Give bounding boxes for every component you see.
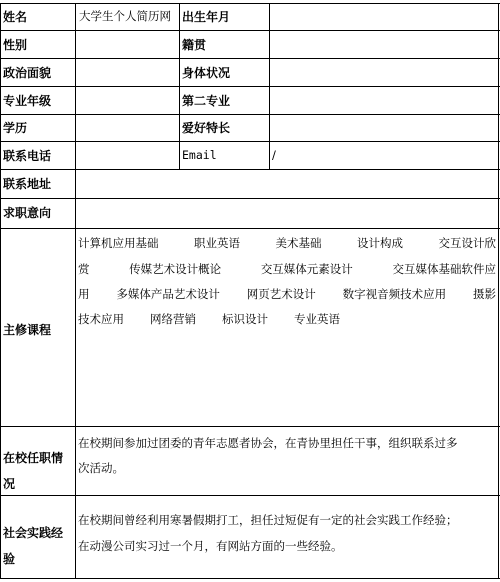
course-item: 职业英语 (194, 236, 240, 250)
course-item: 数字视音频技术应用 (342, 287, 447, 301)
positions-label-line2: 况 (3, 477, 16, 491)
course-item: 专业英语 (294, 312, 340, 326)
course-item: 设计构成 (357, 236, 403, 250)
course-item: 网页艺术设计 (246, 287, 316, 301)
name-value: 大学生个人简历网 (79, 9, 171, 23)
job-objective-label: 求职意向 (3, 206, 52, 220)
positions-label-line1: 在校任职情 (3, 451, 64, 465)
positions-text-line1: 在校期间参加过团委的青年志愿者协会，在青协里担任干事，组织联系过多 (78, 436, 458, 450)
course-item: 技术应用 (78, 312, 124, 326)
birth-label: 出生年月 (182, 10, 231, 24)
course-item: 网络营销 (150, 312, 196, 326)
positions-text-line2: 次活动。 (78, 461, 124, 475)
native-place-label: 籍贯 (182, 38, 207, 52)
col-divider (0, 3, 1, 579)
email-separator: / (272, 148, 276, 162)
course-item: 交互媒体元素设计 (260, 262, 353, 276)
address-label: 联系地址 (3, 177, 52, 191)
course-item: 传媒艺术设计概论 (129, 262, 222, 276)
course-item: 多媒体产品艺术设计 (116, 287, 220, 301)
course-item: 摄影 (473, 287, 496, 301)
course-item: 赏 (78, 262, 90, 276)
practice-text-line1: 在校期间曾经利用寒暑假期打工，担任过短促有一定的社会实践工作经验； (78, 513, 458, 527)
email-label: Email (182, 148, 217, 162)
practice-label-line2: 验 (3, 552, 16, 566)
courses-label: 主修课程 (3, 323, 52, 337)
course-line (78, 233, 496, 253)
col-divider (179, 3, 180, 169)
course-item: 交互媒体基础软件应 (392, 262, 496, 276)
gender-label: 性别 (3, 38, 28, 52)
course-item: 美术基础 (275, 236, 322, 250)
health-label: 身体状况 (182, 66, 231, 80)
course-line (78, 284, 496, 304)
major-grade-label: 专业年级 (3, 94, 52, 108)
col-divider (498, 3, 499, 579)
course-item: 交互设计欣 (438, 236, 496, 250)
practice-label-line1: 社会实践经 (3, 526, 64, 540)
course-item: 标识设计 (222, 312, 268, 326)
col-divider (75, 3, 76, 579)
col-divider (269, 3, 270, 169)
hobby-label: 爱好特长 (182, 121, 231, 135)
political-status-label: 政治面貌 (3, 66, 52, 80)
name-label: 姓名 (3, 10, 28, 24)
practice-text-line2: 在动漫公司实习过一个月，有网站方面的一些经验。 (78, 539, 343, 553)
course-line (78, 309, 340, 329)
second-major-label: 第二专业 (182, 94, 231, 108)
course-item: 计算机应用基础 (78, 236, 159, 250)
education-label: 学历 (3, 121, 28, 135)
course-line (78, 259, 496, 279)
course-item: 用 (78, 287, 90, 301)
phone-label: 联系电话 (3, 149, 52, 163)
